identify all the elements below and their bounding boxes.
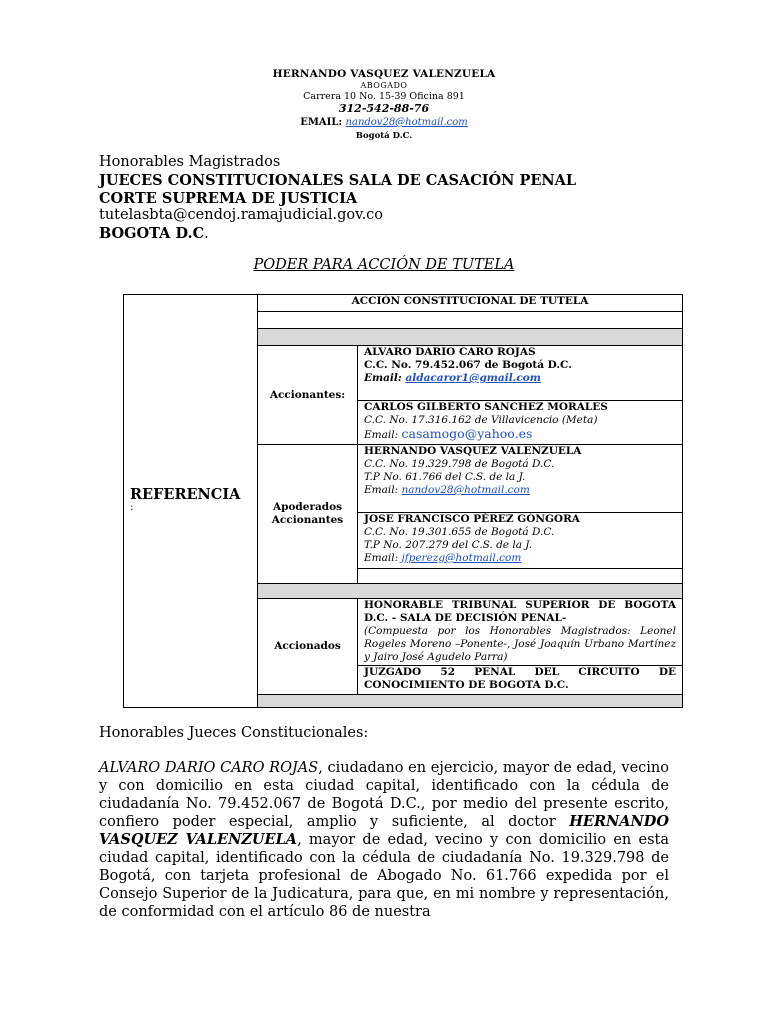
accionante-2-cc: C.C. No. 17.316.162 de Villavicencio (Meta): [364, 414, 598, 426]
letterhead-email-line: [0, 117, 768, 128]
apoderado-2-tp: T.P No. 207.279 del C.S. de la J.: [364, 539, 533, 551]
apoderado-2-email[interactable]: jfperezg@hotmail.com: [401, 552, 522, 564]
letterhead-email-link[interactable]: nandov28@hotmail.com: [345, 117, 468, 128]
accionados-label: Accionados: [258, 599, 358, 695]
apoderado-1-email-line: [364, 484, 676, 497]
addressee-email: tutelasbta@cendoj.ramajudicial.gov.co: [99, 207, 384, 223]
blank-row: [258, 312, 683, 329]
grey-separator-row-3: [258, 695, 683, 708]
addressee-city-dot: .: [204, 226, 209, 242]
addressee-salutation: Honorables Magistrados: [99, 154, 281, 170]
accionado-1-cell: [358, 599, 683, 666]
apoderado-2-cell: [358, 513, 683, 569]
accionante-2-cell: [358, 401, 683, 445]
body-p1-text-b: , mayor de edad, vecino y con domicilio en esta ciudad capital, identificado con la cédula de ciudadanía No. 19.329.798 de Bogotá, con tarjeta profesional de Abogado No. 61.766 expedida por el Consejo Superior de la Judicatura, para que, en mi nombre y representación, de conformidad con el artículo 86 de nuestra: [99, 832, 669, 920]
apoderado-1-name: HERNANDO VASQUEZ VALENZUELA: [364, 445, 582, 457]
apoderados-label: [258, 445, 358, 584]
apoderado-1-email-label: Email:: [364, 484, 399, 496]
accionante-1-cell: [358, 346, 683, 401]
apoderado-2-name: JOSE FRANCISCO PÉREZ GÓNGORA: [364, 513, 580, 525]
letterhead-city: Bogotá D.C.: [355, 131, 413, 141]
grey-separator-row: [258, 329, 683, 346]
apoderado-1-tp: T.P No. 61.766 del C.S. de la J.: [364, 471, 526, 483]
reference-cell: [124, 295, 258, 708]
body-p1-text-a: , ciudadano en ejercicio, mayor de edad, vecino y con domicilio en esta ciudad capital, identificado con la cédula de ciudadanía No. 79.452.067 de Bogotá D.C., por medio del presente escrito, confiero poder especial, amplio y suficiente, al doctor: [99, 760, 669, 830]
document-title: PODER PARA ACCIÓN DE TUTELA: [253, 257, 515, 273]
reference-label: REFERENCIA: [130, 486, 241, 503]
accionante-1-cc: C.C. No. 79.452.067 de Bogotá D.C.: [364, 359, 572, 371]
apoderados-label-line1: Apoderados: [272, 501, 343, 513]
accionado-1-detail: (Compuesta por los Honorables Magistrados: Leonel Rogeles Moreno –Ponente-, José Joaquín Urbano Martínez y Jairo José Agudelo Parra): [364, 625, 676, 663]
accionante-1-email-line: [364, 372, 676, 385]
apoderado-1-email[interactable]: nandov28@hotmail.com: [401, 484, 530, 496]
grey-separator-row-2: [258, 584, 683, 599]
accionantes-label: Accionantes:: [258, 346, 358, 445]
apoderado-1-cc: C.C. No. 19.329.798 de Bogotá D.C.: [364, 458, 555, 470]
body-paragraph-1: [99, 759, 669, 921]
accionante-2-email-label: Email:: [364, 429, 399, 441]
body-p1-lawyer: HERNANDO VASQUEZ VALENZUELA: [99, 813, 669, 848]
apoderado-blank-cell: [358, 569, 683, 584]
apoderado-2-email-label: Email:: [364, 552, 399, 564]
addressee-court-line1: JUECES CONSTITUCIONALES SALA DE CASACIÓN PENAL: [99, 172, 577, 189]
table-heading: ACCIÓN CONSTITUCIONAL DE TUTELA: [258, 295, 683, 312]
accionado-1-name: HONORABLE TRIBUNAL SUPERIOR DE BOGOTA D.C. - SALA DE DECISIÓN PENAL-: [364, 599, 676, 624]
reference-table: [123, 294, 683, 708]
apoderado-2-cc: C.C. No. 19.301.655 de Bogotá D.C.: [364, 526, 555, 538]
addressee-city-line: [99, 225, 209, 242]
accionado-2-cell: [358, 666, 683, 695]
apoderados-label-line2: Accionantes: [271, 514, 344, 526]
addressee-city: BOGOTA D.C: [99, 225, 205, 242]
body-salutation: Honorables Jueces Constitucionales:: [99, 725, 369, 741]
accionante-2-email[interactable]: casamogo@yahoo.es: [401, 426, 533, 441]
accionante-2-email-line: [364, 427, 676, 442]
letterhead-email-label: EMAIL:: [300, 117, 343, 128]
accionante-1-name: ALVARO DARIO CARO ROJAS: [364, 346, 536, 358]
letterhead-name: HERNANDO VASQUEZ VALENZUELA: [272, 68, 496, 80]
accionante-1-email-label: Email:: [364, 372, 402, 384]
body-p1-name: ALVARO DARIO CARO ROJAS: [99, 760, 319, 776]
accionado-2-name: JUZGADO 52 PENAL DEL CIRCUITO DE CONOCIMIENTO DE BOGOTA D.C.: [364, 666, 676, 691]
apoderado-1-cell: [358, 445, 683, 513]
letterhead-address: Carrera 10 No. 15-39 Oficina 891: [303, 91, 465, 102]
accionante-2-name: CARLOS GILBERTO SANCHEZ MORALES: [364, 401, 608, 413]
accionante-1-email[interactable]: aldacaror1@gmail.com: [405, 372, 541, 384]
letterhead-phone: 312-542-88-76: [338, 102, 430, 115]
reference-colon: :: [130, 501, 134, 513]
apoderado-2-email-line: [364, 552, 676, 565]
addressee-court-line2: CORTE SUPREMA DE JUSTICIA: [99, 190, 358, 207]
letterhead-title: ABOGADO: [360, 81, 408, 90]
